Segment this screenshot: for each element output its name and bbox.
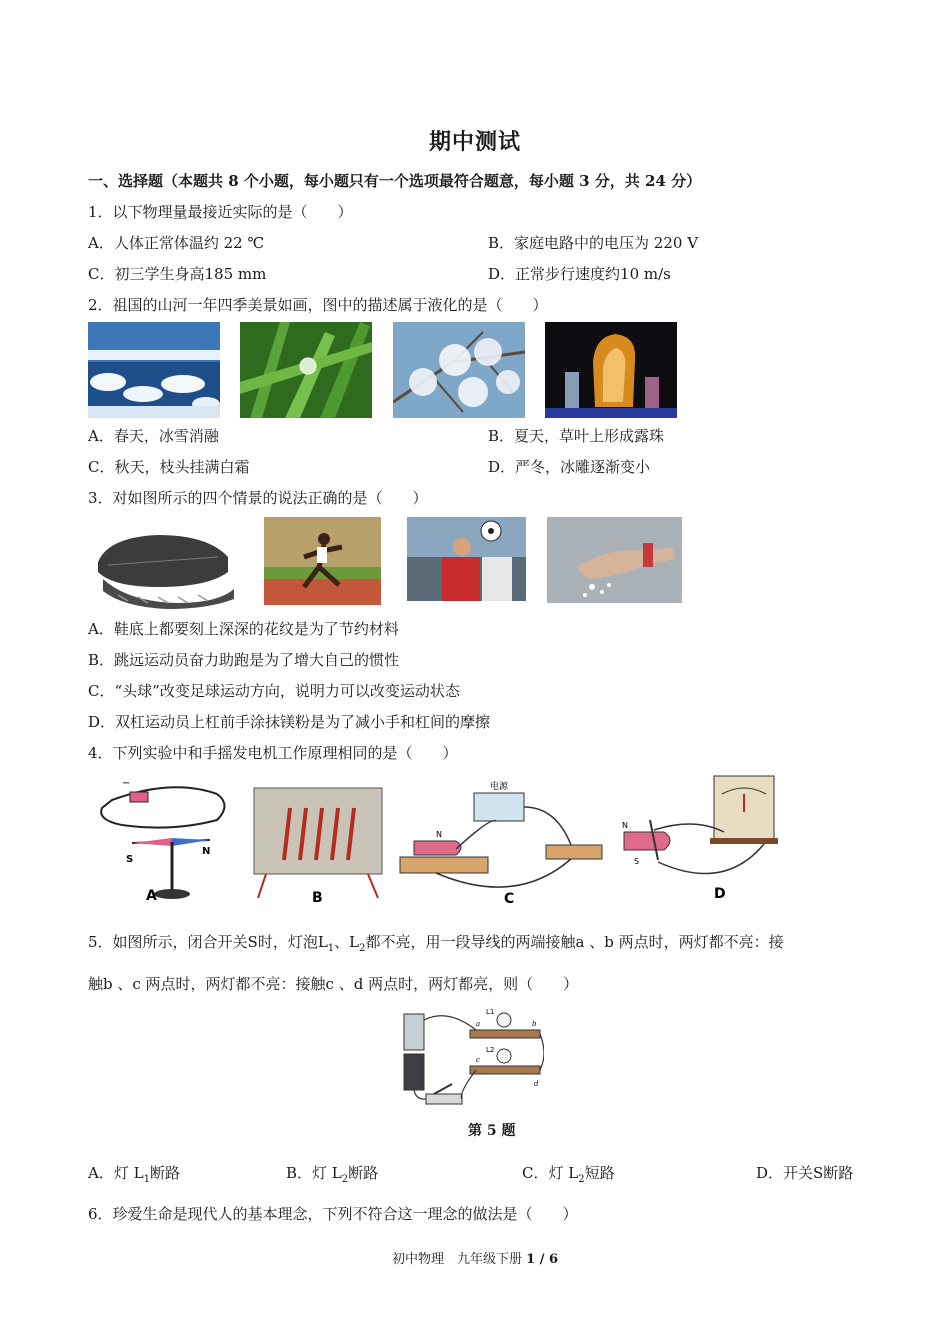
q5-fig-b-label: b bbox=[532, 1020, 537, 1028]
q2-option-b: B．夏天，草叶上形成露珠 bbox=[488, 427, 665, 445]
q5-figure-caption: 第 5 题 bbox=[468, 1123, 516, 1139]
q1-option-c: C．初三学生身高185 mm bbox=[88, 265, 267, 283]
q2-image-ice-snow-melting bbox=[88, 322, 220, 418]
q1-option-a: A．人体正常体温约 22 ℃ bbox=[88, 234, 265, 252]
q3-image-soccer-header bbox=[407, 517, 526, 601]
svg-text:N: N bbox=[436, 830, 442, 839]
q3-option-d: D．双杠运动员上杠前手涂抹镁粉是为了减小手和杠间的摩擦 bbox=[88, 713, 491, 731]
q5-option-b: B．灯 $L_2$断路 bbox=[286, 1164, 379, 1185]
q4-fig-c-power-label: 电源 bbox=[490, 782, 509, 792]
q1-option-d: D．正常步行速度约10 m/s bbox=[488, 265, 671, 283]
q4-fig-a-s-label: S bbox=[126, 854, 134, 865]
q4-fig-d-label: D bbox=[714, 886, 726, 902]
q2-image-dew-on-grass bbox=[240, 322, 372, 418]
q2-option-c: C．秋天，枝头挂满白霜 bbox=[88, 458, 250, 476]
q4-figure-d-generator-galvanometer bbox=[614, 772, 788, 906]
q5-option-c: C．灯 $L_2$短路 bbox=[522, 1164, 615, 1185]
q5-circuit-figure bbox=[398, 1004, 544, 1112]
q5-option-d: D．开关S断路 bbox=[756, 1164, 854, 1182]
q4-figure-a-oersted-experiment bbox=[92, 770, 242, 906]
q5-fig-c-label: c bbox=[476, 1056, 480, 1064]
page-title: 期中测试 bbox=[428, 129, 521, 155]
q5-fig-l2-label: L2 bbox=[486, 1046, 495, 1054]
q5-fig-l1-label: L1 bbox=[486, 1008, 495, 1016]
q2-option-d: D．严冬，冰雕逐渐变小 bbox=[488, 458, 651, 476]
page-footer: 初中物理 九年级下册 1 / 6 bbox=[391, 1252, 559, 1267]
q3-option-a: A．鞋底上都要刻上深深的花纹是为了节约材料 bbox=[88, 620, 399, 638]
svg-text:−: − bbox=[122, 778, 131, 789]
q3-image-long-jumper-running bbox=[264, 517, 381, 605]
q4-fig-b-label: B bbox=[312, 890, 323, 906]
question-3-stem: 3．对如图所示的四个情景的说法正确的是（ ） bbox=[88, 489, 428, 507]
svg-text:N: N bbox=[622, 821, 628, 830]
question-2-stem: 2．祖国的山河一年四季美景如画，图中的描述属于液化的是（ ） bbox=[88, 296, 548, 314]
q5-option-a: A．灯 $L_1$断路 bbox=[88, 1164, 180, 1185]
section-heading: 一、选择题（本题共 8 个小题，每小题只有一个选项最符合题意，每小题 3 分，共 24 分） bbox=[88, 172, 702, 190]
q4-fig-c-label: C bbox=[504, 891, 515, 907]
q3-image-shoe-sole bbox=[88, 517, 240, 609]
q4-fig-a-label: A bbox=[146, 888, 157, 904]
q4-figure-c-motor-circuit bbox=[396, 777, 612, 907]
q2-image-ice-sculpture bbox=[545, 322, 677, 418]
q4-fig-a-n-label: N bbox=[202, 846, 211, 857]
question-5-stem-line1: 5．如图所示，闭合开关S时，灯泡$L_1$、$L_2$都不亮，用一段导线的两端接触a 、b 两点时，两灯都不亮：接 bbox=[88, 933, 784, 954]
question-5-stem-line2: 触b 、c 两点时，两灯都不亮：接触c 、d 两点时，两灯都亮，则（ ） bbox=[88, 975, 579, 993]
q3-option-c: C．“头球”改变足球运动方向，说明力可以改变运动状态 bbox=[88, 682, 460, 700]
question-6-stem: 6．珍爱生命是现代人的基本理念，下列不符合这一理念的做法是（ ） bbox=[88, 1205, 578, 1223]
q5-fig-d-label: d bbox=[534, 1080, 539, 1088]
question-4-stem: 4．下列实验中和手摇发电机工作原理相同的是（ ） bbox=[88, 744, 458, 762]
q4-figure-b-solenoid bbox=[250, 780, 386, 906]
svg-text:S: S bbox=[634, 857, 640, 866]
q2-option-a: A．春天，冰雪消融 bbox=[88, 427, 219, 445]
q1-option-b: B．家庭电路中的电压为 220 V bbox=[488, 234, 699, 252]
q5-fig-a-label: a bbox=[476, 1020, 481, 1028]
q2-image-frost-on-branches bbox=[393, 322, 525, 418]
question-1-stem: 1．以下物理量最接近实际的是（ ） bbox=[88, 203, 353, 221]
page-number: 1 / 6 bbox=[526, 1252, 559, 1267]
q3-option-b: B．跳远运动员奋力助跑是为了增大自己的惯性 bbox=[88, 651, 400, 669]
q3-image-chalk-on-hands bbox=[547, 517, 682, 603]
